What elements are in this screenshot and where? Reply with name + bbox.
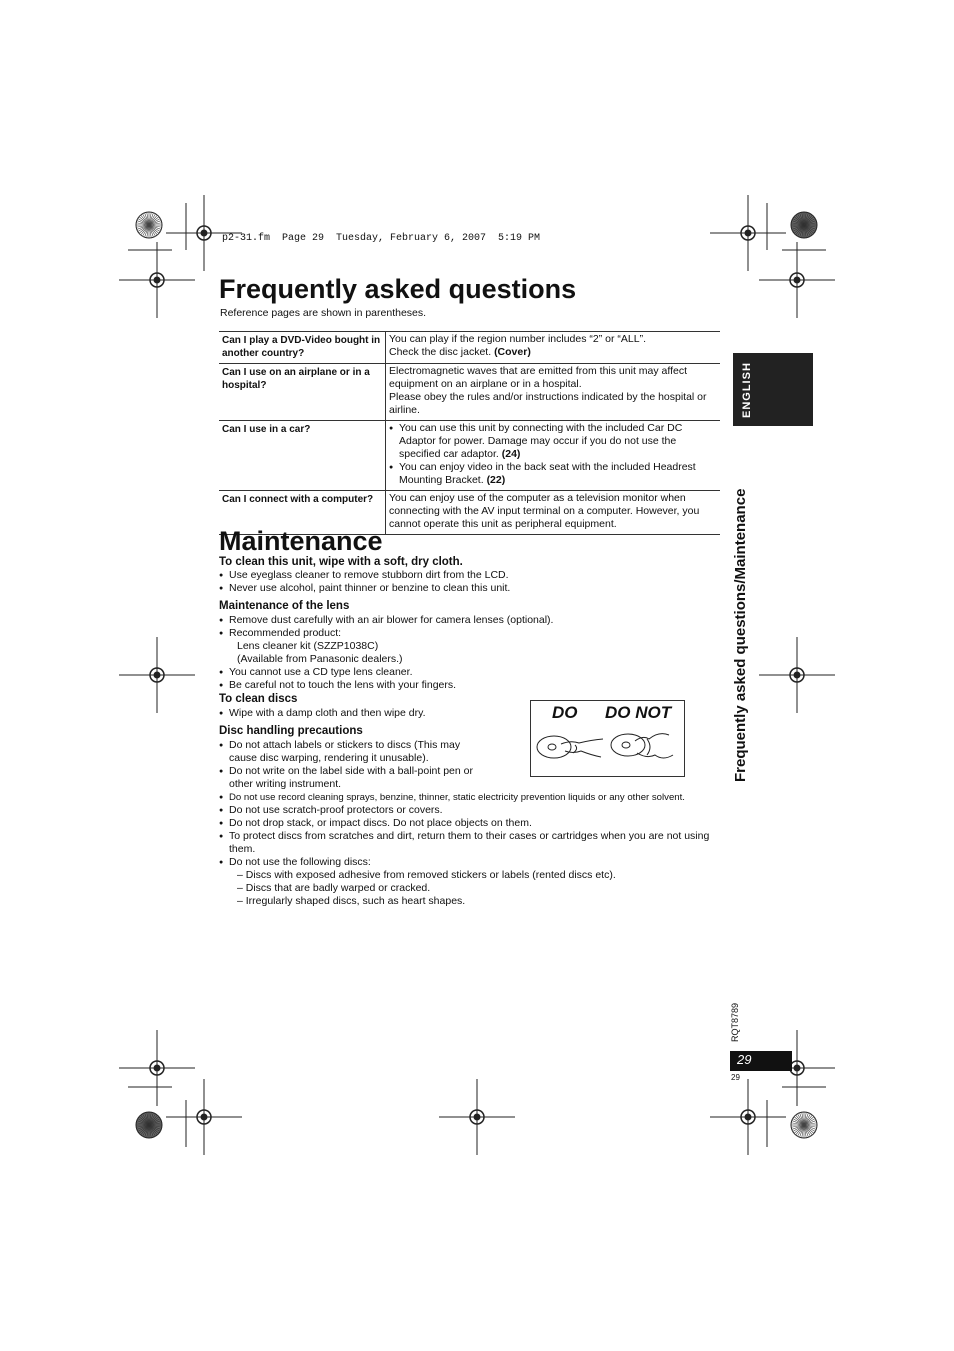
registration-target-icon: [119, 637, 195, 713]
list-item: ● Do not use record cleaning sprays, benzine, thinner, static electricity prevention liquids or any other solvent.: [219, 791, 719, 804]
registration-target-icon: [759, 637, 835, 713]
faq-answer: [386, 421, 721, 491]
list-item: ● Do not use the following discs:: [219, 856, 719, 869]
starburst-mark-icon: [136, 212, 162, 238]
clean-discs-heading: To clean discs: [219, 693, 298, 705]
answer-line: You can play if the region number includes “2” or “ALL”.: [389, 333, 647, 345]
list-item: ● Remove dust carefully with an air blower for camera lenses (optional).: [219, 614, 719, 627]
clean-discs-section: [219, 693, 519, 720]
language-tab-label: ENGLISH: [741, 362, 753, 418]
registration-target-icon: [166, 1079, 242, 1155]
list-item: ● Do not use scratch-proof protectors or covers.: [219, 804, 719, 817]
list-item: ● Wipe with a damp cloth and then wipe dry.: [219, 707, 519, 720]
answer-line: Check the disc jacket. (Cover): [389, 346, 531, 358]
clean-unit-section: [219, 556, 719, 595]
dash-item: – Discs with exposed adhesive from removed stickers or labels (rented discs etc).: [237, 869, 616, 881]
registration-target-icon: [439, 1079, 515, 1155]
dash-item: – Discs that are badly warped or cracked.: [237, 882, 431, 894]
faq-row: [219, 364, 720, 421]
faq-row: [219, 421, 720, 491]
faq-question: Can I use on an airplane or in a hospital?: [219, 364, 386, 421]
answer-bullet: ● You can use this unit by connecting with the included Car DC Adaptor for power. Damage may occur if you do not use the specified car adaptor. (24): [389, 422, 717, 461]
faq-question: Can I connect with a computer?: [219, 491, 386, 535]
product-line: (Available from Panasonic dealers.): [237, 653, 403, 665]
page-number: 29: [737, 1052, 752, 1067]
dash-item: – Irregularly shaped discs, such as heart shapes.: [237, 895, 466, 907]
answer-line: Electromagnetic waves that are emitted from this unit may affect equipment on an airplane or in a hospital.: [389, 365, 688, 390]
section-side-title: Frequently asked questions/Maintenance: [732, 488, 749, 782]
clean-unit-heading: To clean this unit, wipe with a soft, dry cloth.: [219, 556, 463, 568]
faq-table: [219, 331, 720, 535]
faq-row: [219, 332, 720, 364]
handling-heading: Disc handling precautions: [219, 725, 363, 737]
reference-note: Reference pages are shown in parentheses.: [220, 307, 427, 319]
list-item: ● To protect discs from scratches and dirt, return them to their cases or cartridges when you are not using them.: [219, 830, 729, 856]
maintenance-title: Maintenance: [219, 526, 383, 556]
product-line: Lens cleaner kit (SZZP1038C): [237, 640, 379, 652]
list-item: ● Never use alcohol, paint thinner or benzine to clean this unit.: [219, 582, 719, 595]
list-item: ● Recommended product:: [219, 627, 719, 640]
faq-title: Frequently asked questions: [219, 274, 577, 304]
list-item: ● Do not write on the label side with a ball-point pen or other writing instrument.: [219, 765, 491, 791]
list-item: ● You cannot use a CD type lens cleaner.: [219, 666, 719, 679]
list-item: ● Do not attach labels or stickers to discs (This may cause disc warping, rendering it unusable).: [219, 739, 491, 765]
lens-heading: Maintenance of the lens: [219, 600, 350, 612]
do-label: DO: [552, 703, 578, 722]
registration-target-icon: [119, 242, 195, 318]
registration-target-icon: [759, 242, 835, 318]
faq-question: Can I use in a car?: [219, 421, 386, 491]
list-item: ● Be careful not to touch the lens with your fingers.: [219, 679, 719, 692]
list-item: ● Use eyeglass cleaner to remove stubborn dirt from the LCD.: [219, 569, 719, 582]
faq-answer: [386, 332, 721, 364]
faq-question: Can I play a DVD-Video bought in another country?: [219, 332, 386, 364]
lens-section: [219, 600, 719, 692]
page-ref: (22): [486, 474, 506, 486]
disc-handling-illustration: [530, 700, 685, 777]
starburst-mark-icon: [791, 1112, 817, 1138]
page-number-small: 29: [731, 1073, 740, 1082]
page-ref: (24): [501, 448, 521, 460]
disc-hands-icon: [531, 701, 684, 776]
registration-target-icon: [119, 1030, 195, 1106]
header-line: p2-31.fm Page 29 Tuesday, February 6, 2007 5:19 PM: [222, 233, 541, 244]
faq-answer: [386, 364, 721, 421]
faq-answer: [386, 491, 721, 535]
starburst-mark-icon: [791, 212, 817, 238]
registration-target-icon: [710, 195, 786, 271]
answer-line: Please obey the rules and/or instructions indicated by the hospital or airline.: [389, 391, 707, 416]
starburst-mark-icon: [136, 1112, 162, 1138]
doc-code: RQT8789: [730, 1002, 740, 1042]
do-not-label: DO NOT: [605, 703, 672, 722]
registration-target-icon: [710, 1079, 786, 1155]
list-item: ● Do not drop stack, or impact discs. Do not place objects on them.: [219, 817, 719, 830]
answer-bullet: ● You can enjoy video in the back seat with the included Headrest Mounting Bracket. (22): [389, 461, 717, 487]
page-ref: (Cover): [494, 346, 531, 358]
answer-line: You can enjoy use of the computer as a television monitor when connecting with the AV input terminal on a computer. However, you cannot operate this unit as peripheral equipment.: [389, 492, 700, 530]
